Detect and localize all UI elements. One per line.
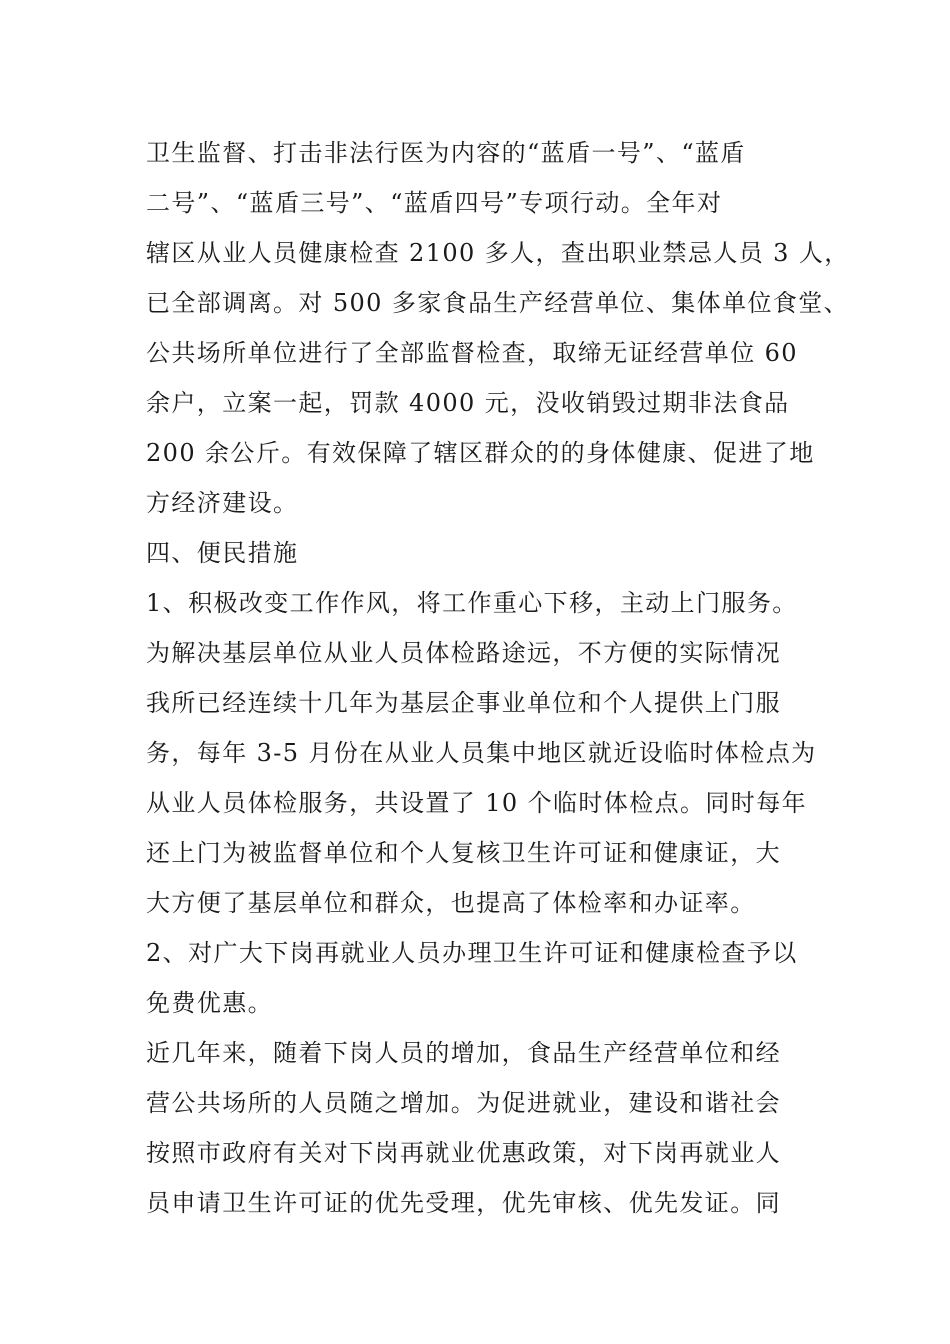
section-heading: 四、便民措施 bbox=[146, 539, 299, 567]
text-line: 从业人员体检服务，共设置了 10 个临时体检点。同时每年 bbox=[146, 789, 807, 817]
text-line: 近几年来，随着下岗人员的增加，食品生产经营单位和经 bbox=[146, 1039, 781, 1067]
text-line: 余户，立案一起，罚款 4000 元，没收销毁过期非法食品 bbox=[146, 389, 790, 417]
subsection-heading: 2、对广大下岗再就业人员办理卫生许可证和健康检查予以 bbox=[146, 939, 798, 967]
subsection-heading: 1、积极改变工作作风，将工作重心下移，主动上门服务。 bbox=[146, 589, 798, 617]
text-line: 为解决基层单位从业人员体检路途远，不方便的实际情况 bbox=[146, 639, 781, 667]
text-line: 务，每年 3-5 月份在从业人员集中地区就近设临时体检点为 bbox=[146, 739, 817, 767]
text-line: 已全部调离。对 500 多家食品生产经营单位、集体单位食堂、 bbox=[146, 289, 850, 317]
text-line: 200 余公斤。有效保障了辖区群众的的身体健康、促进了地 bbox=[146, 439, 815, 467]
text-line: 我所已经连续十几年为基层企事业单位和个人提供上门服 bbox=[146, 689, 781, 717]
text-line: 卫生监督、打击非法行医为内容的“蓝盾一号”、“蓝盾 bbox=[146, 139, 746, 167]
text-line: 员申请卫生许可证的优先受理，优先审核、优先发证。同 bbox=[146, 1189, 781, 1217]
text-line: 营公共场所的人员随之增加。为促进就业，建设和谐社会 bbox=[146, 1089, 781, 1117]
text-line: 方经济建设。 bbox=[146, 489, 299, 517]
text-line: 大方便了基层单位和群众，也提高了体检率和办证率。 bbox=[146, 889, 756, 917]
text-line: 按照市政府有关对下岗再就业优惠政策，对下岗再就业人 bbox=[146, 1139, 781, 1167]
text-line: 辖区从业人员健康检查 2100 多人，查出职业禁忌人员 3 人， bbox=[146, 239, 850, 267]
text-line: 公共场所单位进行了全部监督检查，取缔无证经营单位 60 bbox=[146, 339, 798, 367]
text-line: 二号”、“蓝盾三号”、“蓝盾四号”专项行动。全年对 bbox=[146, 189, 723, 217]
text-line: 还上门为被监督单位和个人复核卫生许可证和健康证，大 bbox=[146, 839, 781, 867]
document-body bbox=[146, 128, 850, 1228]
text-line: 免费优惠。 bbox=[146, 989, 273, 1017]
